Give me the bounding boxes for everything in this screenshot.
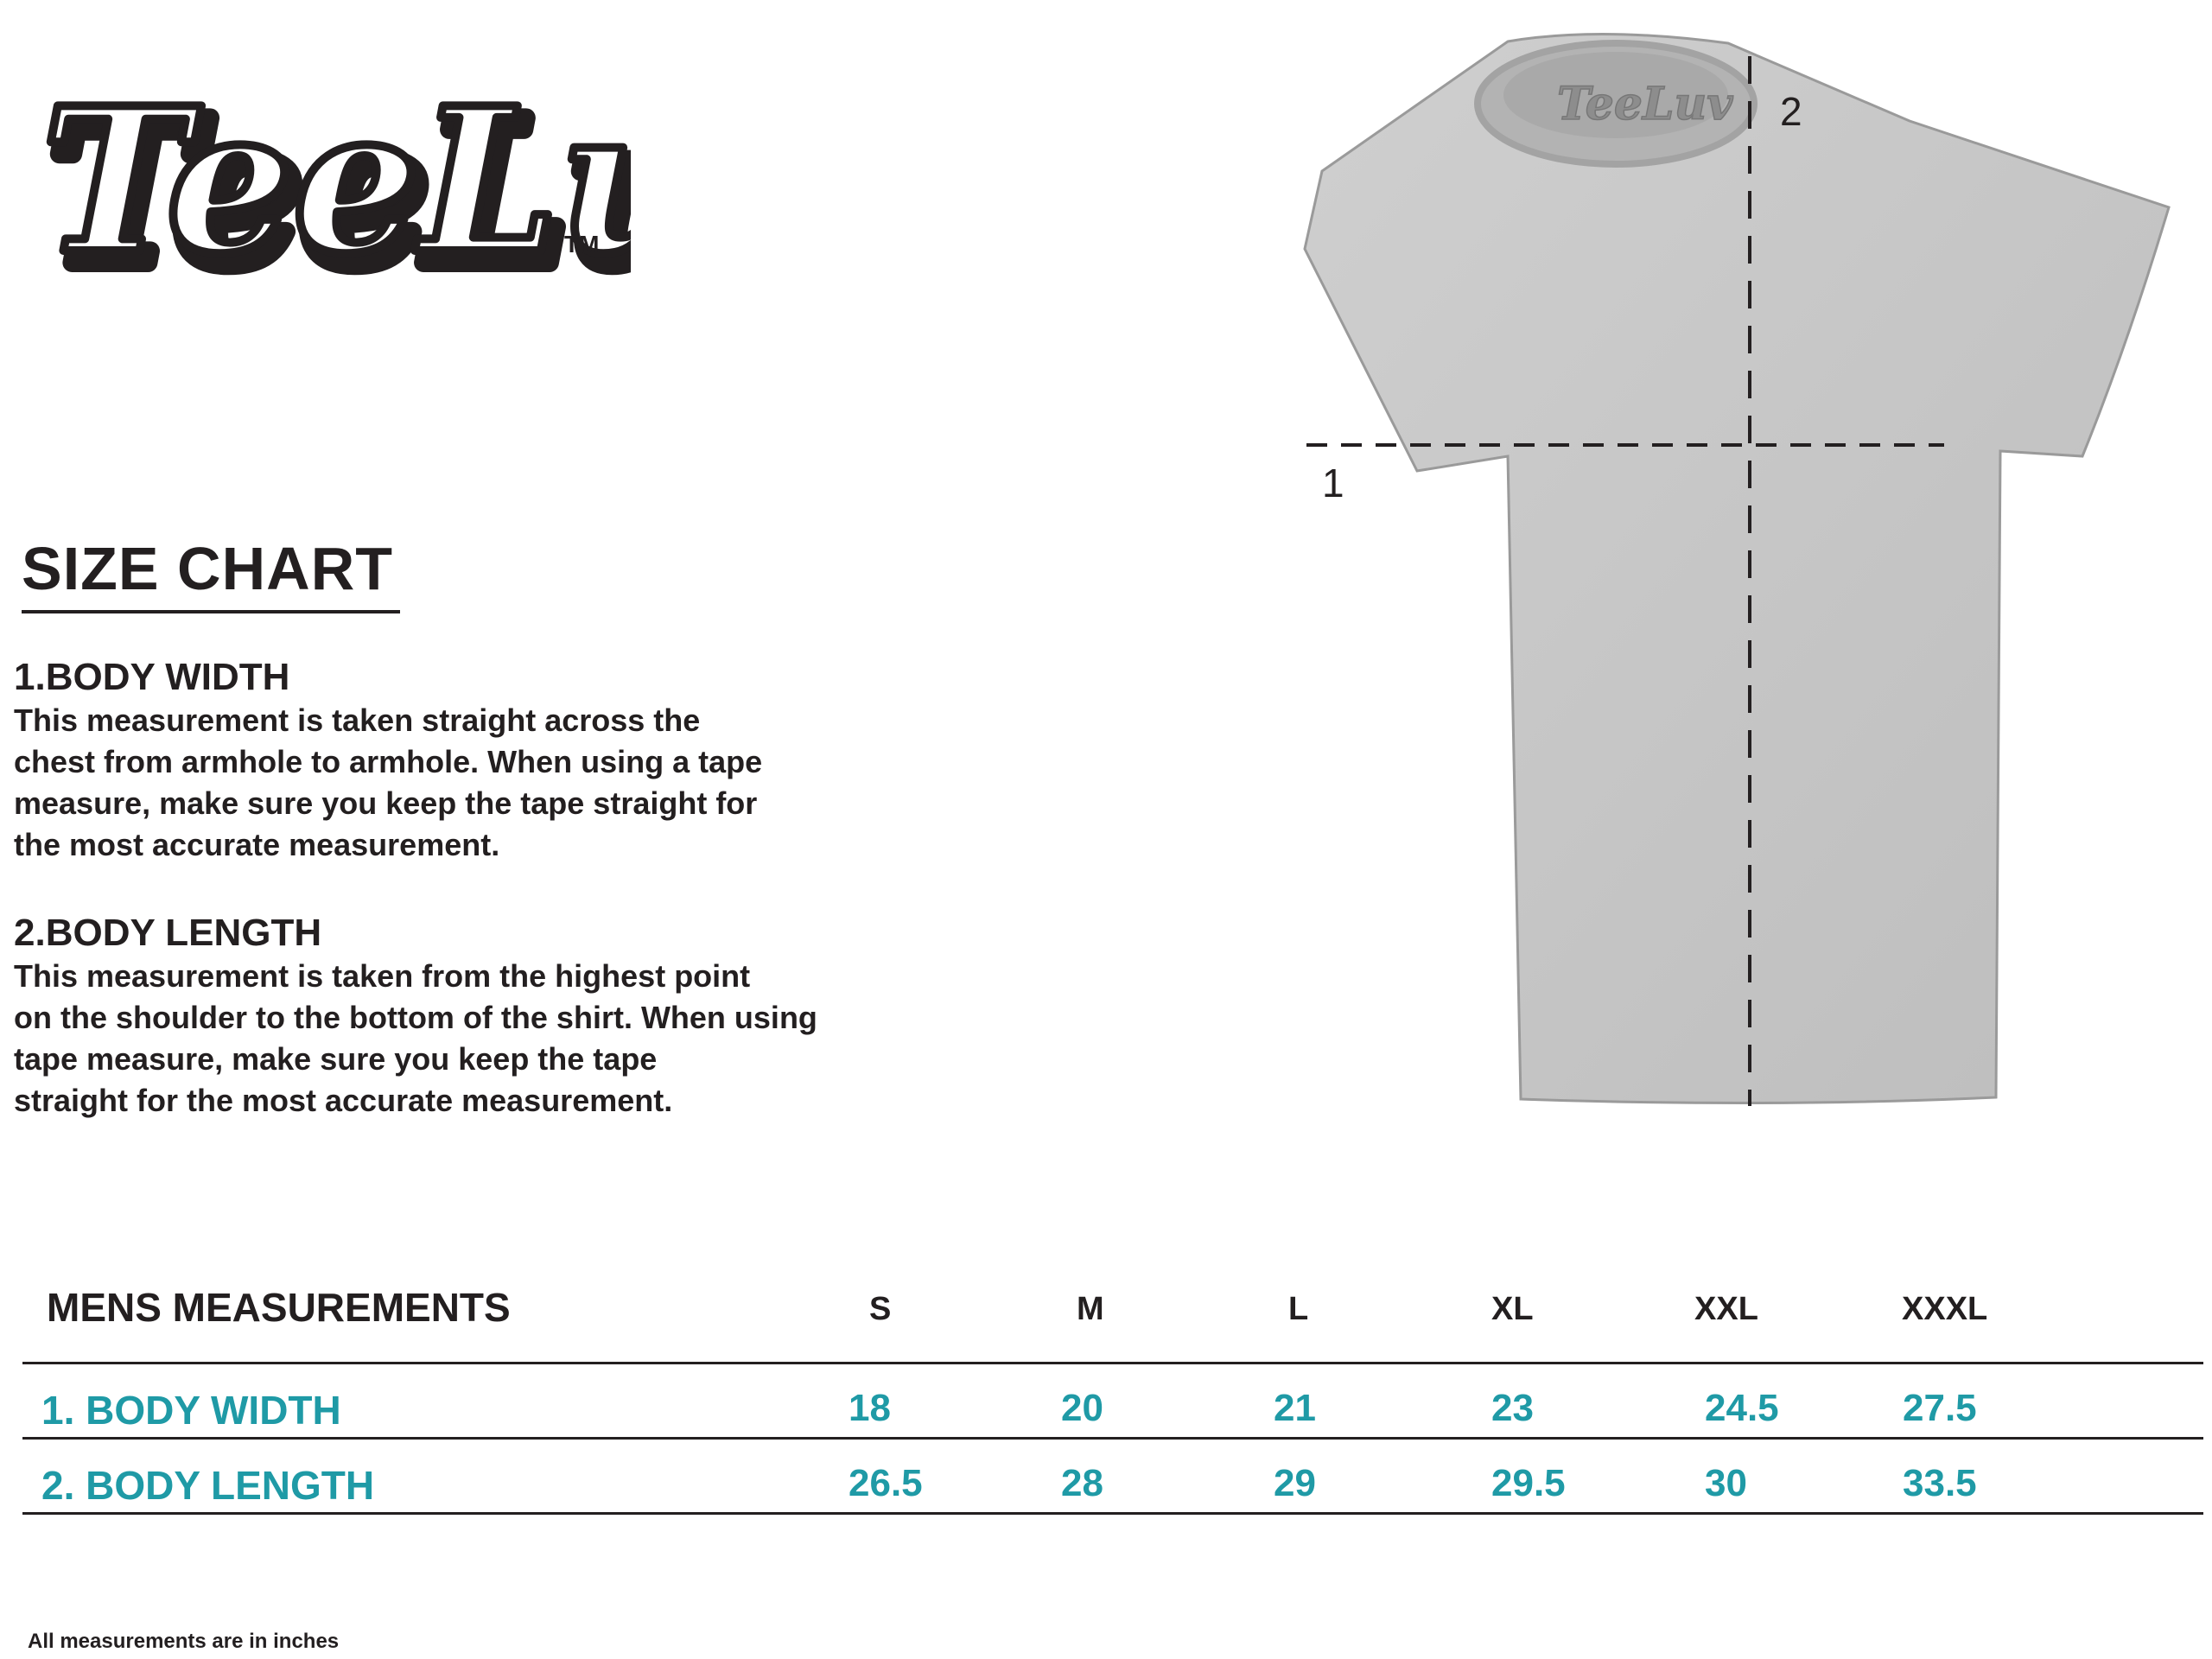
tshirt-body xyxy=(1305,34,2169,1103)
table-cell: 29.5 xyxy=(1491,1462,1566,1504)
size-header-xl: XL xyxy=(1491,1291,1534,1327)
table-cell: 26.5 xyxy=(849,1462,923,1504)
table-cell: 18 xyxy=(849,1387,891,1429)
measurement-footnote: All measurements are in inches xyxy=(28,1630,340,1653)
row-label-body-length: 2. BODY LENGTH xyxy=(41,1463,375,1508)
length-marker: 2 xyxy=(1780,89,1802,134)
size-chart-title: SIZE CHART xyxy=(22,534,400,613)
body-width-line-2: chest from armhole to armhole. When using a tape xyxy=(14,744,763,779)
table-cell: 24.5 xyxy=(1705,1387,1779,1429)
table-cell: 28 xyxy=(1061,1462,1103,1504)
logo-shadow: TeeL xyxy=(50,77,569,310)
size-header-xxl: XXL xyxy=(1694,1291,1758,1327)
table-cell: 33.5 xyxy=(1903,1462,1977,1504)
size-header-l: L xyxy=(1288,1291,1309,1327)
body-length-line-4: straight for the most accurate measurement. xyxy=(14,1083,673,1118)
table-cell: 20 xyxy=(1061,1387,1103,1429)
tshirt-diagram xyxy=(1037,26,2177,1149)
body-length-heading: 2.BODY LENGTH xyxy=(14,912,322,954)
table-cell: 29 xyxy=(1274,1462,1316,1504)
body-length-section xyxy=(14,911,912,1122)
size-header-m: M xyxy=(1077,1291,1104,1327)
body-width-section xyxy=(14,655,912,866)
table-cell: 27.5 xyxy=(1903,1387,1977,1429)
body-length-line-2: on the shoulder to the bottom of the shirt. When using xyxy=(14,1000,817,1035)
table-row xyxy=(22,1364,2203,1440)
table-cell: 21 xyxy=(1274,1387,1316,1429)
size-header-s: S xyxy=(869,1291,892,1327)
table-header-label: MENS MEASUREMENTS xyxy=(47,1285,511,1330)
body-width-line-4: the most accurate measurement. xyxy=(14,827,500,862)
size-header-xxxl: XXXL xyxy=(1902,1291,1988,1327)
body-length-line-3: tape measure, make sure you keep the tape xyxy=(14,1041,658,1077)
table-cell: 23 xyxy=(1491,1387,1534,1429)
table-row xyxy=(22,1440,2203,1515)
logo-outline: TeeL xyxy=(41,65,560,298)
neck-label: TeeLuv xyxy=(1557,78,1733,130)
body-width-line-1: This measurement is taken straight across the xyxy=(14,702,701,738)
table-header xyxy=(22,1270,2203,1364)
body-width-heading: 1.BODY WIDTH xyxy=(14,656,290,698)
measurements-table xyxy=(22,1270,2203,1515)
body-width-line-3: measure, make sure you keep the tape straight for xyxy=(14,785,758,821)
row-label-body-width: 1. BODY WIDTH xyxy=(41,1388,341,1433)
logo-trademark: TM xyxy=(564,231,600,257)
table-cell: 30 xyxy=(1705,1462,1747,1504)
teeluv-logo xyxy=(9,0,631,363)
width-marker: 1 xyxy=(1322,461,1344,505)
body-length-line-1: This measurement is taken from the highest point xyxy=(14,958,751,994)
